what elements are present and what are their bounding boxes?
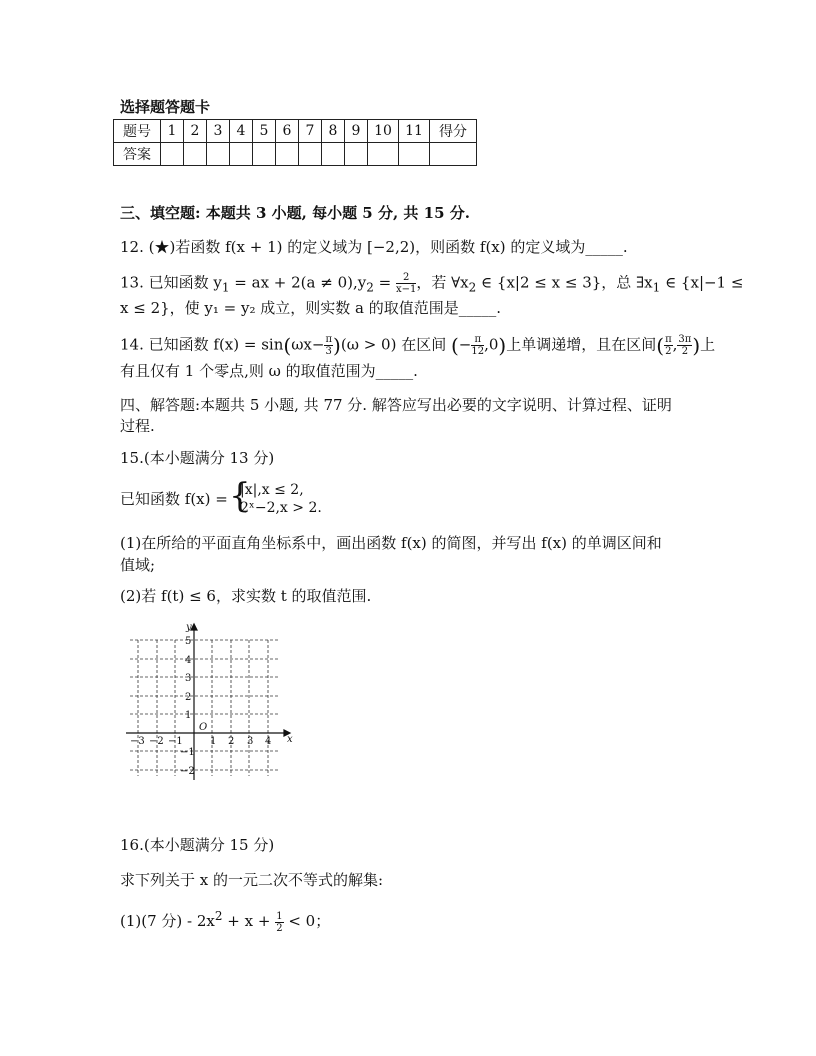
question-16-part1: (1)(7 分) - $2x^2 + x$ + $\frac{1}{2}$ < 0； [120, 909, 331, 934]
answer-card-number: 2 [184, 120, 207, 143]
x-tick-label: 1 [210, 736, 217, 747]
question-16-title: 16.(本小题满分 15 分) [120, 836, 275, 854]
answer-cell[interactable] [230, 143, 253, 166]
x-tick-label: 3 [247, 736, 254, 747]
answer-card-title: 选择题答题卡 [120, 98, 211, 116]
x-tick-label: 2 [228, 736, 235, 747]
piecewise-case-1: |x|,x ≤ 2, [240, 482, 304, 498]
answer-cell[interactable] [184, 143, 207, 166]
piecewise-brace: { [229, 476, 251, 516]
answer-card-number: 8 [322, 120, 345, 143]
answer-card-number: 6 [276, 120, 299, 143]
answer-cell[interactable] [368, 143, 399, 166]
answer-card-table [113, 119, 477, 166]
question-12: 12. (★)若函数 f(x + 1) 的定义域为 [−2,2)，则函数 f(x) 的定义域为_____. [120, 238, 628, 256]
question-14-line2: 有且仅有 1 个零点,则 ω 的取值范围为_____. [120, 362, 418, 380]
answer-card-number: 4 [230, 120, 253, 143]
y-tick-label: 2 [185, 692, 192, 703]
section4-heading-line1: 四、解答题:本题共 5 小题, 共 77 分. 解答应写出必要的文字说明、计算过程、证明 [120, 396, 672, 414]
answer-card-number: 10 [368, 120, 399, 143]
answer-row-label: 答案 [114, 143, 161, 166]
answer-cell[interactable] [253, 143, 276, 166]
question-15-given: 已知函数 f(x) = [120, 490, 228, 508]
answer-card-answer-row [114, 143, 477, 166]
x-tick-label: 4 [265, 736, 272, 747]
answer-cell[interactable] [276, 143, 299, 166]
question-16-intro: 求下列关于 x 的一元二次不等式的解集: [120, 871, 384, 889]
answer-cell[interactable] [322, 143, 345, 166]
y-tick-label: −1 [180, 747, 195, 758]
answer-cell[interactable] [161, 143, 184, 166]
q13-fraction: $\frac{2}{x-1}$ [395, 272, 417, 295]
question-number-label: 题号 [114, 120, 161, 143]
x-tick-label: −3 [130, 736, 145, 747]
y-tick-label: 5 [185, 636, 192, 647]
question-15-part2: (2)若 f(t) ≤ 6，求实数 t 的取值范围. [120, 587, 372, 605]
piecewise-case-2: 2ˣ−2,x > 2. [240, 500, 322, 516]
answer-cell[interactable] [299, 143, 322, 166]
y-tick-label: 1 [185, 710, 192, 721]
answer-cell[interactable] [345, 143, 368, 166]
y-tick-label: 3 [185, 673, 192, 684]
answer-card-number: 5 [253, 120, 276, 143]
question-15-part1-line2: 值域; [120, 556, 156, 574]
question-13-line1: 13. 已知函数 $y_1$ = ax + $2(a \ne 0),y_2$ = $\frac{2}{x-1}$ ，若 $\forall x_2$ ∈ {x|2 ≤ x ≤ 3}，总 $\exists x_1$ ∈ {x|−1 ≤ [120, 272, 744, 295]
answer-card-number: 11 [399, 120, 430, 143]
origin-label: O [199, 722, 208, 733]
answer-card-number: 1 [161, 120, 184, 143]
y-axis-label: y [186, 622, 192, 633]
coordinate-grid[interactable] [120, 618, 300, 788]
section3-heading: 三、填空题: 本题共 3 小题, 每小题 5 分, 共 15 分. [120, 204, 470, 222]
answer-card-number: 7 [299, 120, 322, 143]
x-tick-label: −2 [149, 736, 164, 747]
score-cell[interactable] [430, 143, 477, 166]
answer-cell[interactable] [399, 143, 430, 166]
answer-card-number: 3 [207, 120, 230, 143]
x-axis-label: x [287, 734, 293, 745]
x-tick-label: −1 [168, 736, 183, 747]
question-13-line2: x ≤ 2}，使 y₁ = y₂ 成立，则实数 a 的取值范围是_____. [120, 299, 502, 317]
answer-card-header-row [114, 120, 477, 143]
y-tick-label: −2 [180, 766, 195, 777]
section4-heading-line2: 过程. [120, 417, 155, 435]
question-15-title: 15.(本小题满分 13 分) [120, 449, 275, 467]
y-tick-label: 4 [185, 655, 192, 666]
score-label: 得分 [430, 120, 477, 143]
answer-card-number: 9 [345, 120, 368, 143]
question-14-line1: 14. 已知函数 f(x) = sin(ωx− $\frac{\pi}{3}$ )(ω > 0) 在区间 (− $\frac{\pi}{12}$ ,0)上单调递增，且在区间( $\frac{\pi}{2}$ , $\frac{3\pi}{2}$ )上 [120, 333, 716, 358]
question-15-part1-line1: (1)在所给的平面直角坐标系中，画出函数 f(x) 的简图，并写出 f(x) 的单调区间和 [120, 534, 662, 552]
answer-cell[interactable] [207, 143, 230, 166]
